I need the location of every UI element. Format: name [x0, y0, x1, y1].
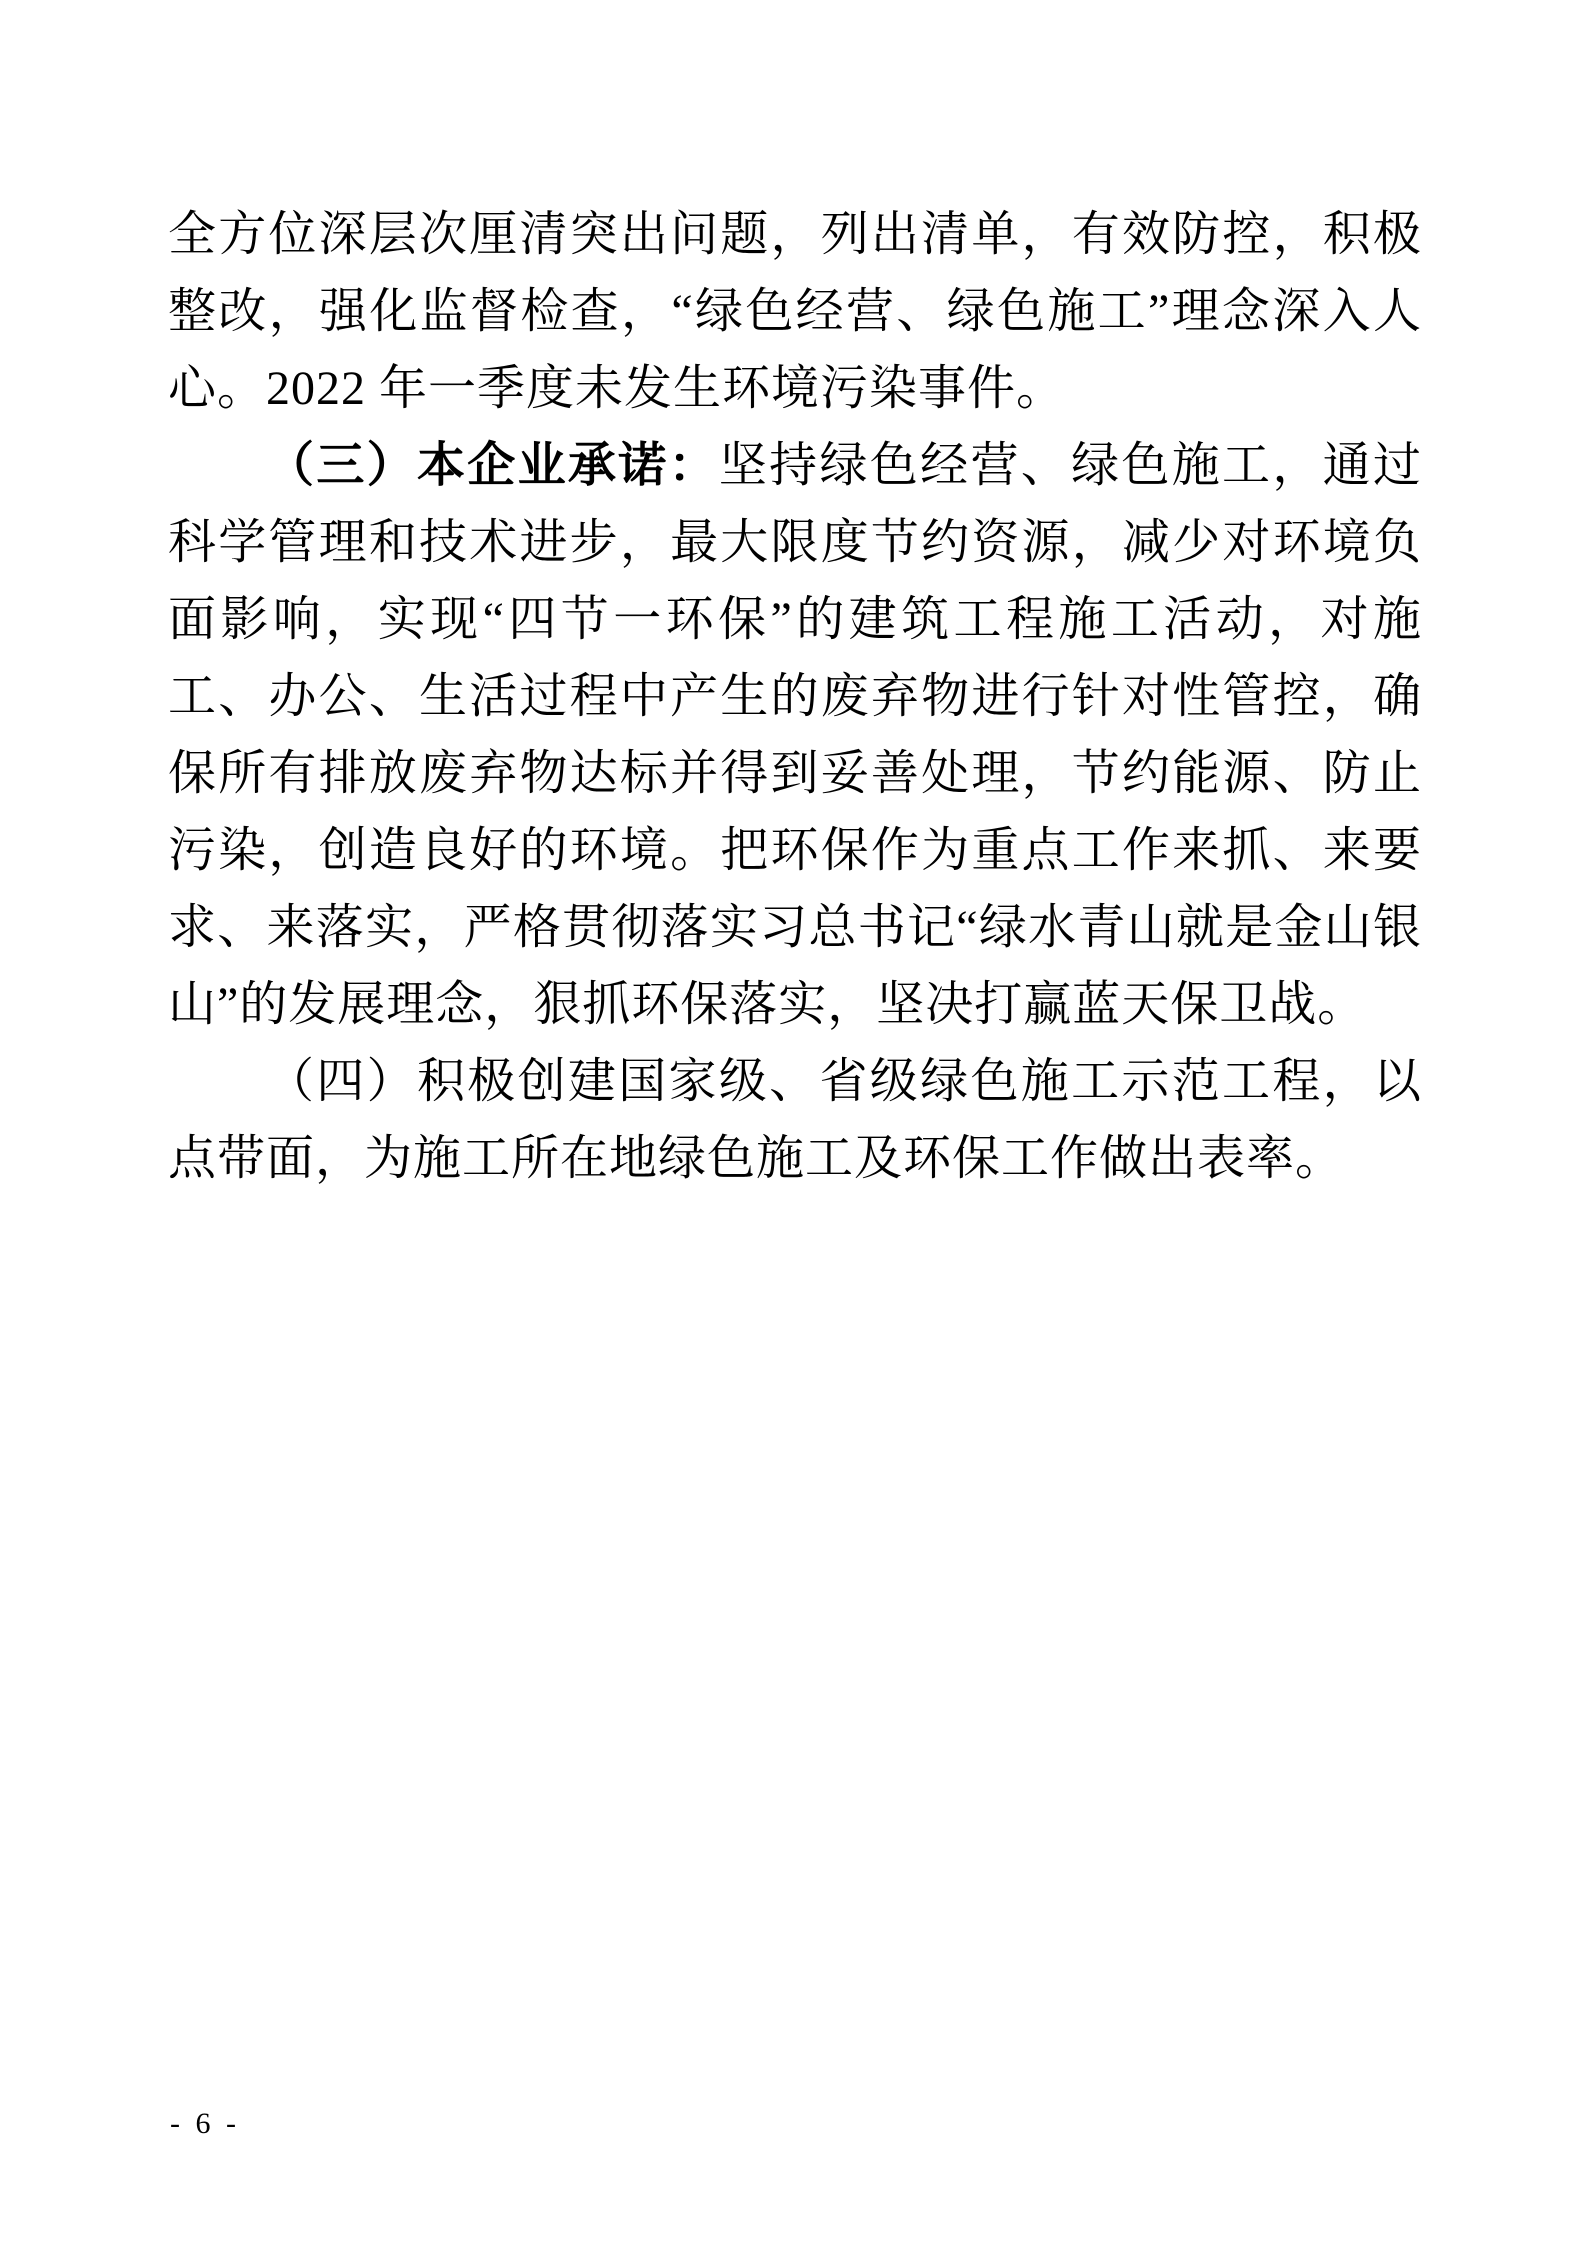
- paragraph-item-4: [168, 1043, 1422, 1197]
- document-body: [168, 196, 1422, 1197]
- paragraph-continuation: [168, 196, 1422, 427]
- paragraph-text: 坚持绿色经营、绿色施工，通过科学管理和技术进步，最大限度节约资源，减少对环境负面影响，实现“四节一环保”的建筑工程施工活动，对施工、办公、生活过程中产生的废弃物进行针对性管控，确保所有排放废弃物达标并得到妥善处理，节约能源、防止污染，创造良好的环境。把环保作为重点工作来抓、来要求、来落实，严格贯彻落实习总书记“绿水青山就是金山银山”的发展理念，狠抓环保落实，坚决打赢蓝天保卫战。: [168, 439, 1422, 1031]
- paragraph-item-3: [168, 427, 1422, 1043]
- page-number: - 6 -: [170, 2107, 240, 2140]
- paragraph-lead-bold-text: （三）本企业承诺：: [266, 439, 719, 492]
- paragraph-text: 全方位深层次厘清突出问题，列出清单，有效防控，积极整改，强化监督检查，“绿色经营、绿色施工”理念深入人心。2022 年一季度未发生环境污染事件。: [168, 208, 1422, 415]
- paragraph-text: （四）积极创建国家级、省级绿色施工示范工程，以点带面，为施工所在地绿色施工及环保工作做出表率。: [168, 1053, 1422, 1186]
